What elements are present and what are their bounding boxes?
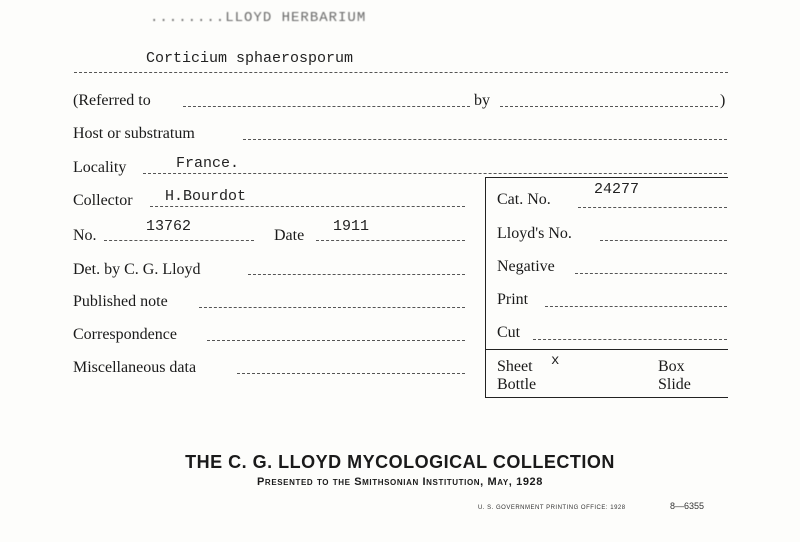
collector-value: H.Bourdot [165,188,247,205]
misc-data-label: Miscellaneous data [73,359,197,376]
box-left-border [485,177,486,398]
printing-office-note: U. S. GOVERNMENT PRINTING OFFICE: 1928 [478,505,626,511]
collection-title: THE C. G. LLOYD MYCOLOGICAL COLLECTION [185,452,615,472]
lloyds-no-line [600,240,727,241]
collection-subtitle: Presented to the Smithsonian Institution, May, 1928 [257,476,543,488]
no-line [104,240,254,241]
box-bottom-border [485,397,728,398]
box-top-border [485,177,728,178]
lloyds-no-label: Lloyd's No. [497,225,572,242]
host-label: Host or substratum [73,125,195,142]
referred-to-label: (Referred to [73,92,151,109]
cut-label: Cut [497,324,521,341]
referred-to-line [183,106,470,107]
print-label: Print [497,291,529,308]
misc-data-line [237,373,465,374]
collector-label: Collector [73,192,133,209]
by-label: by [474,92,490,109]
date-label: Date [274,227,305,244]
smudged-heading: ........LLOYD HERBARIUM [150,10,367,26]
negative-line [575,273,727,274]
cat-no-value: 24277 [594,181,640,198]
form-code: 8—6355 [670,501,705,511]
sheet-label: Sheet [497,358,533,375]
no-label: No. [73,227,97,244]
negative-label: Negative [497,258,555,275]
locality-label: Locality [73,159,127,176]
bottle-label: Bottle [497,376,537,393]
no-value: 13762 [146,218,192,235]
box-label: Box [658,358,685,375]
print-line [545,306,727,307]
det-by-line [248,274,465,275]
slide-label: Slide [658,376,691,393]
box-divider [485,349,728,350]
sheet-mark: x [551,353,560,369]
collector-line [150,206,465,207]
cut-line [533,339,727,340]
published-note-label: Published note [73,293,168,310]
species-name: Corticium sphaerosporum [146,50,354,67]
locality-line [143,173,727,174]
by-line [500,106,718,107]
species-line [74,72,728,73]
cat-no-line [578,207,727,208]
published-note-line [199,307,465,308]
host-line [243,139,727,140]
correspondence-label: Correspondence [73,326,177,343]
date-value: 1911 [333,218,370,235]
locality-value: France. [176,155,240,172]
cat-no-label: Cat. No. [497,191,551,208]
det-by-label: Det. by C. G. Lloyd [73,261,201,278]
close-paren: ) [720,92,726,109]
correspondence-line [207,340,465,341]
date-line [316,240,465,241]
